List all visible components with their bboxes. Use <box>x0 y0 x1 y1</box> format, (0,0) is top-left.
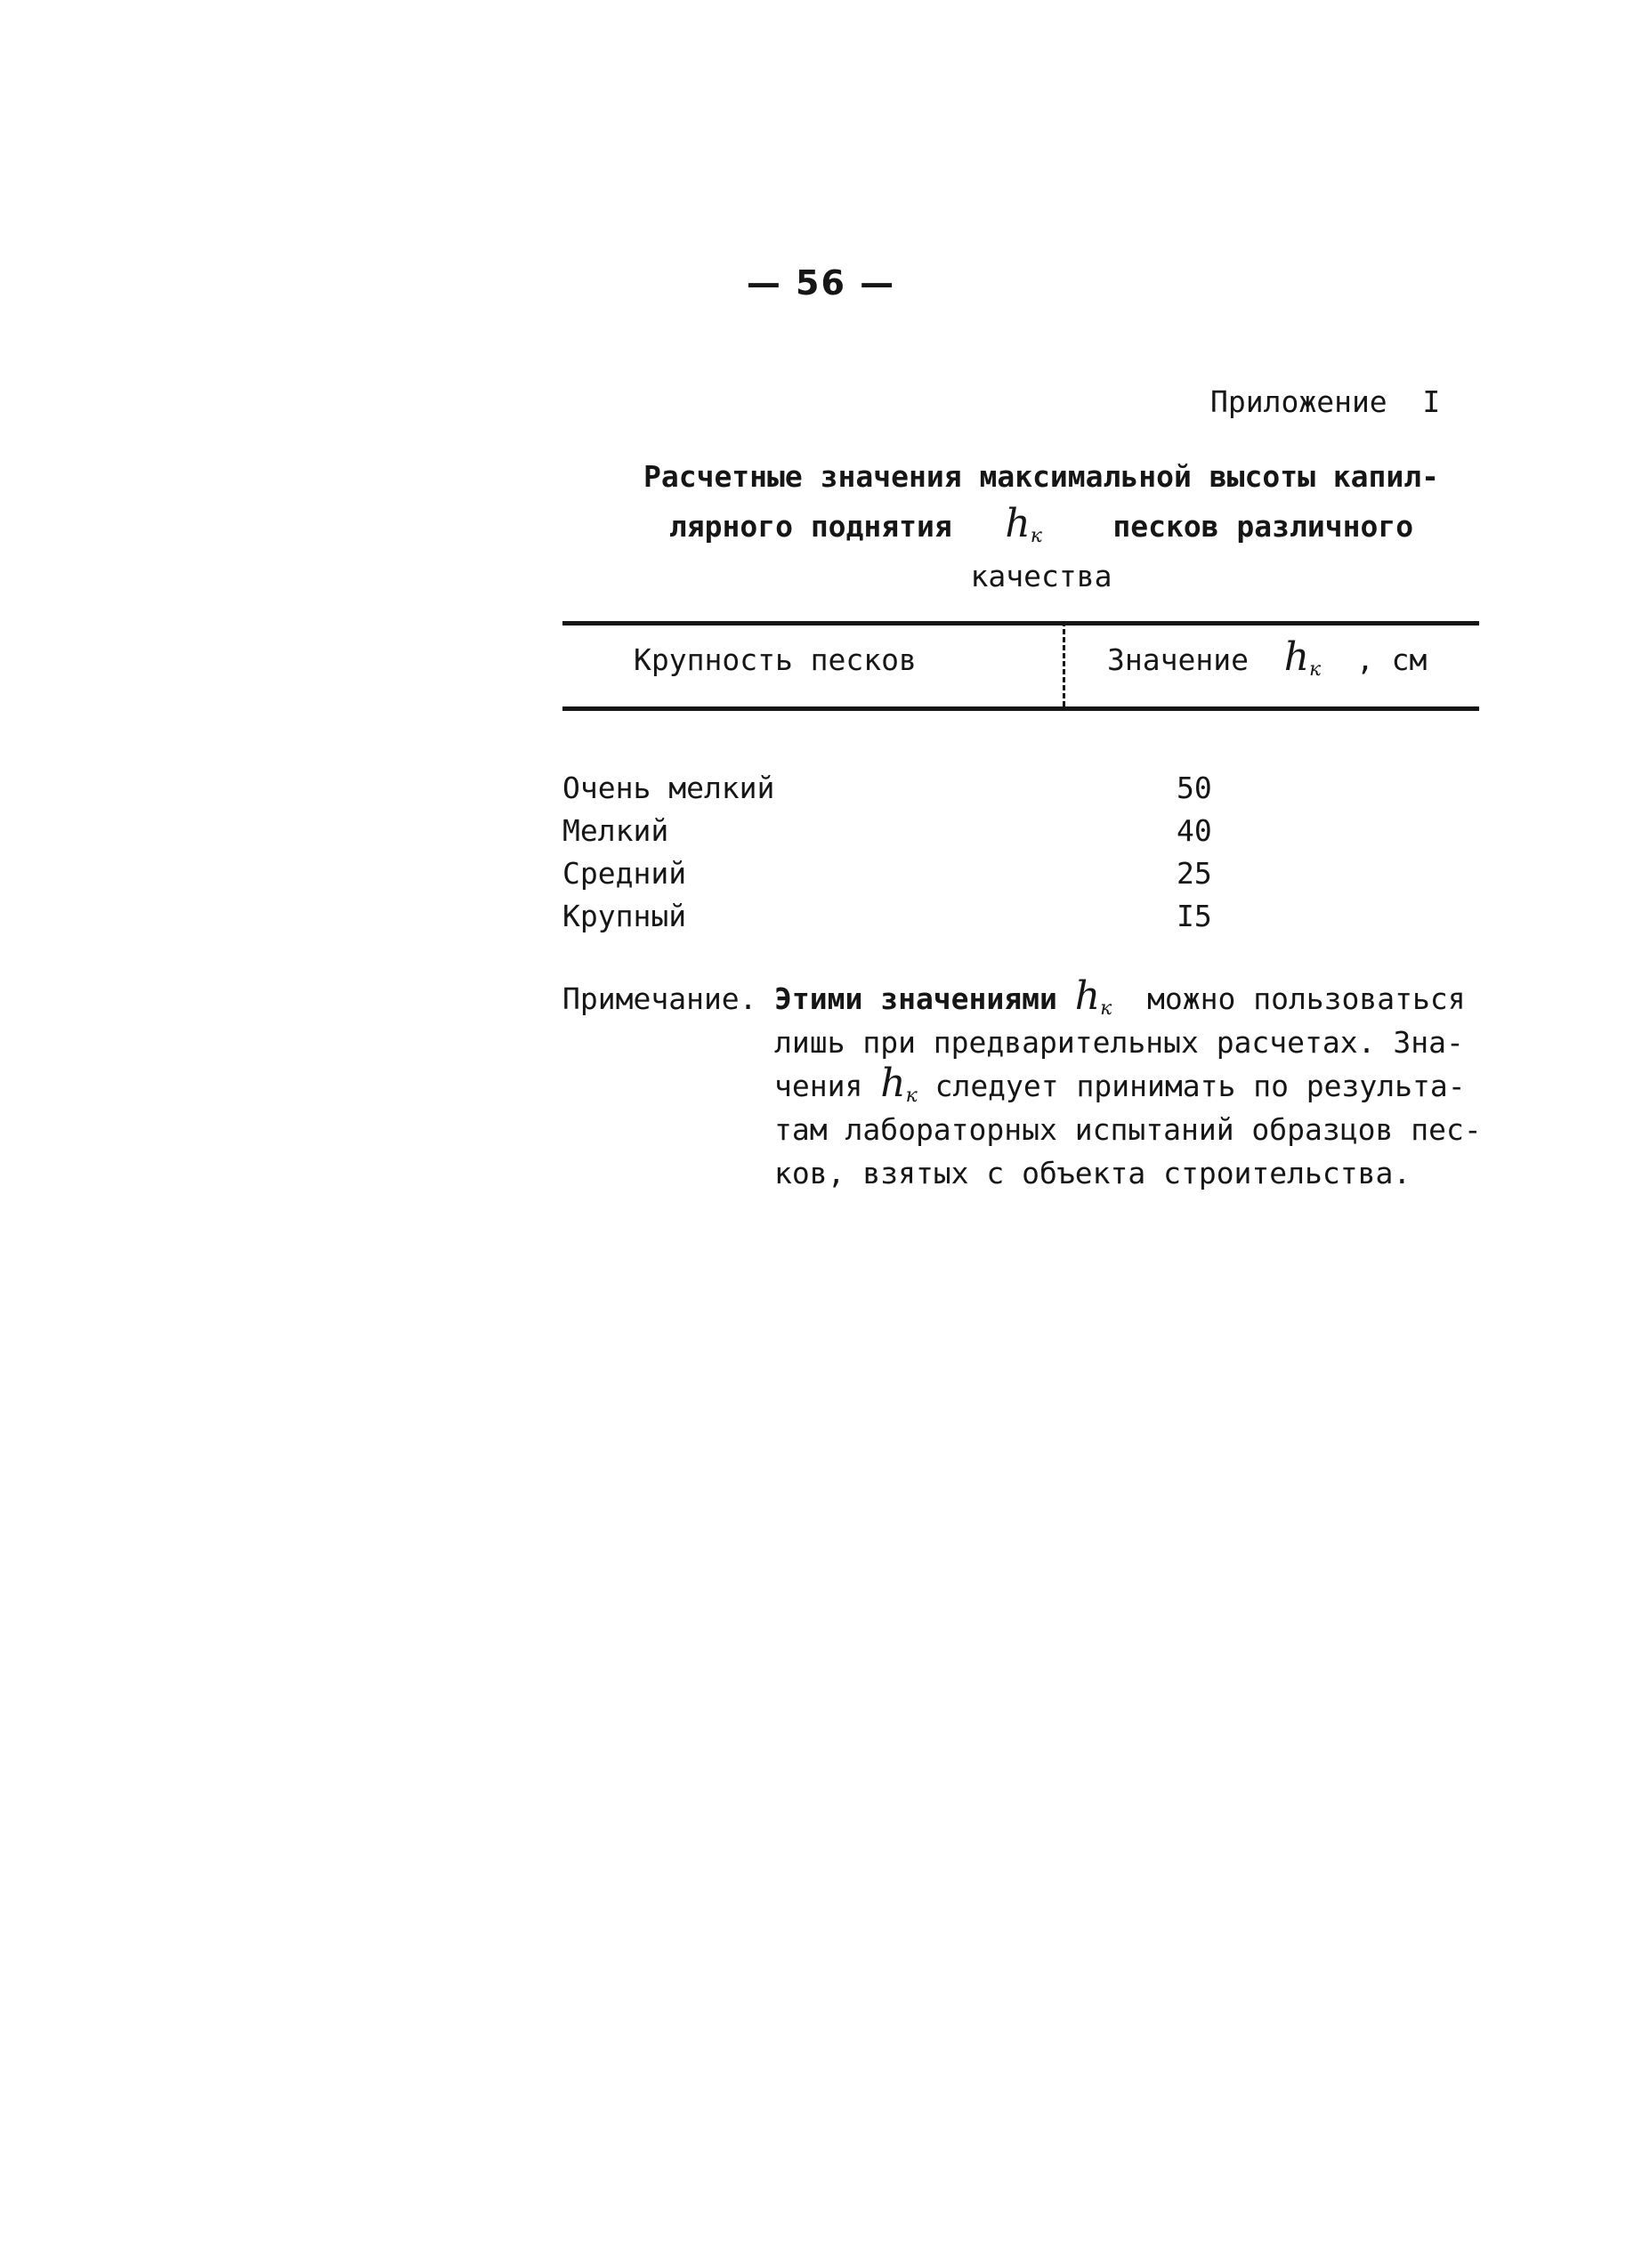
page-number: — 56 — <box>746 263 896 303</box>
table-body <box>562 771 1479 941</box>
caption-line-2-start: лярного поднятия <box>668 509 952 544</box>
caption-line-2-end: песков различного <box>1112 509 1414 544</box>
sand-size-cell: Крупный <box>562 899 687 933</box>
note-line-1-end: можно пользоваться <box>1147 981 1466 1016</box>
hk-symbol: $h_к$ <box>1005 501 1042 547</box>
caption-line-2 <box>614 502 1468 552</box>
note-line-1-start: Этими значениями <box>774 981 1057 1016</box>
note-line-4: там лабораторных испытаний образцов пес- <box>774 1112 1482 1147</box>
hk-value-cell: 40 <box>1177 813 1212 848</box>
caption-line-1: Расчетные значения максимальной высоты капил- <box>643 459 1440 494</box>
hk-value-cell: 50 <box>1177 771 1212 805</box>
table-header-divider <box>1063 621 1065 706</box>
header-unit-label: , см <box>1355 642 1428 677</box>
hk-symbol: $h_к$ <box>1283 634 1322 681</box>
table-header-sand-size: Крупность песков <box>634 642 917 677</box>
hk-value-cell: I5 <box>1177 899 1212 933</box>
appendix-label: Приложение I <box>1210 384 1441 419</box>
header-value-label: Значение <box>1107 642 1249 677</box>
table-bottom-rule <box>562 706 1479 711</box>
note-line-3 <box>774 1061 1486 1108</box>
table-row <box>562 771 1479 813</box>
table-top-rule <box>562 621 1479 626</box>
table-header-hk-value <box>1107 634 1428 681</box>
note-line-2: лишь при предварительных расчетах. Зна- <box>774 1025 1464 1060</box>
sand-size-cell: Средний <box>562 856 687 891</box>
note-text <box>774 973 1486 1195</box>
sand-size-cell: Очень мелкий <box>562 771 775 805</box>
caption-line-3: качества <box>970 559 1112 593</box>
note-line-1 <box>774 973 1486 1021</box>
table-row <box>562 856 1479 899</box>
table-row <box>562 813 1479 856</box>
table-row <box>562 899 1479 941</box>
table-caption <box>614 452 1468 601</box>
note-line-3-end: следует принимать по результа- <box>934 1069 1466 1103</box>
hk-symbol: $h_к$ <box>1074 973 1112 1020</box>
hk-symbol: $h_к$ <box>880 1061 918 1107</box>
note-line-5: ков, взятых с объекта строительства. <box>774 1156 1411 1190</box>
hk-value-cell: 25 <box>1177 856 1212 891</box>
note-line-3-start: чения <box>774 1069 863 1103</box>
sand-size-cell: Мелкий <box>562 813 669 848</box>
note-label: Примечание. <box>562 981 757 1016</box>
